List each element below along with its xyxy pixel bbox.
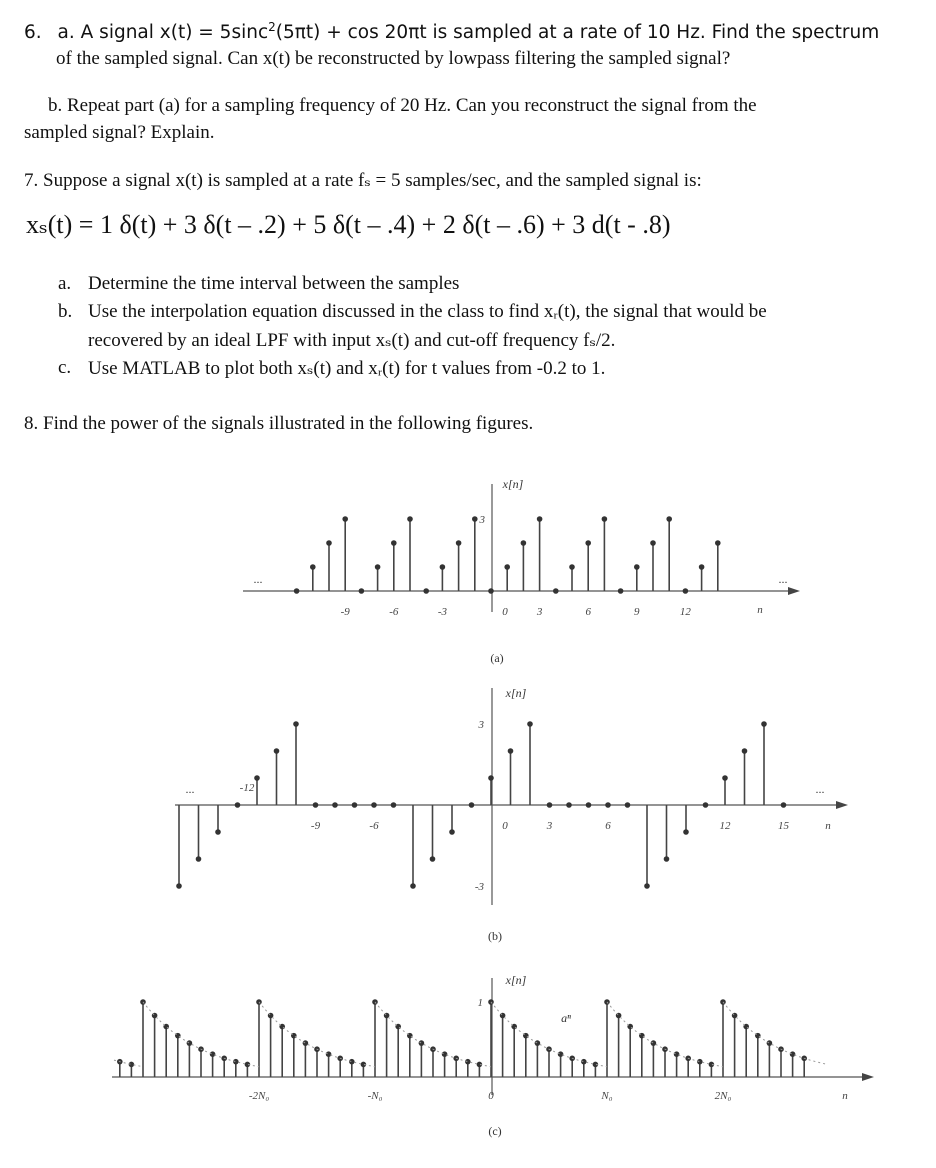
fig-a-ellipsis-right: ... [778,572,788,586]
fig-a-xtick: 3 [536,606,543,618]
fig-c-sample-dot [210,1051,216,1057]
fig-b-xtick: -12 [239,782,255,794]
fig-b-ytick-3: 3 [478,719,484,731]
fig-b-sample-dot [332,802,338,808]
fig-b-xtick: 0 [502,820,508,832]
fig-c-sample-dot [674,1051,680,1057]
fig-a-ellipsis-left: ... [253,572,263,586]
fig-a-sample-dot [359,588,365,594]
fig-b-sample-dot [274,748,280,754]
fig-a-sample-dot [407,516,413,522]
fig-a-ylabel: x[n] [502,477,524,491]
fig-a-sample-dot [553,588,559,594]
fig-b-sample-dot [781,802,787,808]
fig-a-sample-dot [472,516,478,522]
fig-a-sample-dot [488,588,494,594]
fig-a-x-arrow [788,587,800,595]
fig-b-sample-dot [391,802,397,808]
fig-b-sample-dot [254,775,260,781]
fig-a-xtick: -6 [389,606,399,618]
fig-b-sample-dot [722,775,728,781]
fig-b-x-arrow [836,801,848,809]
fig-b-sample-dot [508,748,514,754]
fig-a-sample-dot [391,540,397,546]
q6-a-mid: (5πt) + cos 20πt is sampled at a rate of 10 Hz. Find the spectrum [275,22,880,44]
fig-b-sample-dot [430,856,436,862]
fig-b-sample-dot [196,856,202,862]
fig-c-sample-dot [419,1040,425,1046]
fig-a-xlabel: n [757,604,763,616]
q7-b-text: Use the interpolation equation discussed in the class to find xᵣ(t), the signal that would be [88,301,767,322]
fig-b-sample-dot [683,829,689,835]
fig-a-sample-dot [310,564,316,570]
fig-a-sample-dot [375,564,381,570]
fig-c-sample-dot [558,1051,564,1057]
fig-c-ylabel: x[n] [505,973,527,987]
fig-a-sample-dot [634,564,640,570]
fig-b-sample-dot [703,802,709,808]
fig-a-sample-dot [521,540,527,546]
fig-c-xlabel: n [842,1090,848,1102]
fig-c-annotation: aⁿ [561,1011,571,1025]
q7-c-text: Use MATLAB to plot both xₛ(t) and xᵣ(t) for t values from -0.2 to 1. [88,358,606,379]
fig-a-sample-dot [504,564,510,570]
fig-b-sample-dot [566,802,572,808]
fig-c-sample-dot [790,1051,796,1057]
fig-a-ytick-3: 3 [479,514,485,526]
fig-a-sample-dot [294,588,300,594]
fig-b-xtick: 3 [546,820,553,832]
fig-b-sample-dot [527,721,533,727]
fig-a-xtick: -9 [340,606,350,618]
fig-b-xtick: -9 [310,820,321,832]
fig-b-xtick: 6 [605,820,611,832]
fig-a-sample-dot [618,588,624,594]
fig-a-sample-dot [683,588,689,594]
fig-b-sample-dot [761,721,767,727]
fig-c-xtick: N₀ [601,1090,613,1102]
fig-b-sample-dot [586,802,592,808]
fig-b-sample-dot [644,883,650,889]
fig-a-caption: (a) [490,651,504,665]
fig-c-sample-dot [442,1051,448,1057]
q7-c-marker: c. [58,357,72,378]
fig-b-sample-dot [625,802,631,808]
fig-b-xtick: -6 [369,820,379,832]
fig-a-sample-dot [699,564,705,570]
q6-line-b1: b. Repeat part (a) for a sampling frequency of 20 Hz. Can you reconstruct the signal from the [48,95,757,116]
fig-a-xtick: -3 [437,606,447,618]
fig-c-xtick: 0 [488,1090,494,1102]
fig-a-xtick: 0 [502,606,508,618]
q6-line-b2: sampled signal? Explain. [24,122,215,143]
fig-b-sample-dot [469,802,475,808]
fig-a-sample-dot [342,516,348,522]
fig-a-sample-dot [440,564,446,570]
fig-a-xtick: 12 [679,606,691,618]
fig-c-sample-dot [187,1040,193,1046]
fig-a-sample-dot [602,516,608,522]
fig-c-sample-dot [303,1040,309,1046]
fig-b-sample-dot [664,856,670,862]
q7-b-text2: recovered by an ideal LPF with input xₛ(t) and cut-off frequency fₛ/2. [88,330,616,351]
q6-number: 6. [24,22,42,44]
fig-a-sample-dot [650,540,656,546]
fig-a-sample-dot [569,564,575,570]
fig-c-caption: (c) [488,1124,502,1138]
fig-c-sample-dot [651,1040,657,1046]
fig-b-sample-dot [449,829,455,835]
fig-c-xtick: -N₀ [367,1090,383,1102]
fig-b-sample-dot [293,721,299,727]
fig-a-sample-dot [456,540,462,546]
fig-a-sample-dot [585,540,591,546]
fig-b-sample-dot [176,883,182,889]
fig-b-sample-dot [371,802,377,808]
fig-b-sample-dot [313,802,319,808]
fig-b-xtick: 15 [778,820,789,832]
fig-a-sample-dot [666,516,672,522]
fig-a-sample-dot [537,516,543,522]
fig-b-xlabel: n [825,820,831,832]
fig-b-sample-dot [215,829,221,835]
fig-c-x-arrow [862,1073,874,1081]
fig-c-sample-dot [767,1040,773,1046]
fig-a-xtick: 9 [634,606,640,618]
q7-intro: 7. Suppose a signal x(t) is sampled at a rate fₛ = 5 samples/sec, and the sampled signal is: [24,170,702,191]
fig-a-sample-dot [326,540,332,546]
fig-b-ylabel: x[n] [505,686,527,700]
fig-b-sample-dot [410,883,416,889]
q6-a-pre: a. A signal x(t) = 5sinc [57,22,269,44]
fig-b-ytick-m3: -3 [474,881,484,893]
q7-equation: xₛ(t) = 1 δ(t) + 3 δ(t – .2) + 5 δ(t – .4) + 2 δ(t – .6) + 3 d(t - .8) [26,210,671,239]
fig-a-xtick: 6 [585,606,591,618]
fig-b-ellipsis-right: ... [815,782,825,796]
fig-c-sample-dot [326,1051,332,1057]
q7-a-marker: a. [58,273,72,294]
fig-b-sample-dot [605,802,611,808]
fig-a-sample-dot [715,540,721,546]
fig-c-sample-dot [535,1040,541,1046]
q7-b-marker: b. [58,301,73,322]
q7-a-text: Determine the time interval between the samples [88,273,460,294]
q6-a-sup: 2 [268,20,276,34]
fig-c-xtick: -2N₀ [248,1090,270,1102]
fig-b-xtick: 12 [719,820,731,832]
fig-c-envelope [723,1002,827,1064]
q8-text: 8. Find the power of the signals illustrated in the following figures. [24,413,534,434]
fig-b-sample-dot [742,748,748,754]
fig-c-ytick-1: 1 [477,997,483,1009]
fig-c-xtick: 2N₀ [714,1090,732,1102]
fig-b-sample-dot [235,802,241,808]
fig-b-sample-dot [352,802,358,808]
fig-b-sample-dot [547,802,553,808]
fig-b-caption: (b) [488,929,502,943]
fig-b-ellipsis-left: ... [185,782,195,796]
q6-line-a2: of the sampled signal. Can x(t) be reconstructed by lowpass filtering the sampled signal? [56,48,731,69]
fig-b-sample-dot [488,775,494,781]
fig-a-sample-dot [423,588,429,594]
